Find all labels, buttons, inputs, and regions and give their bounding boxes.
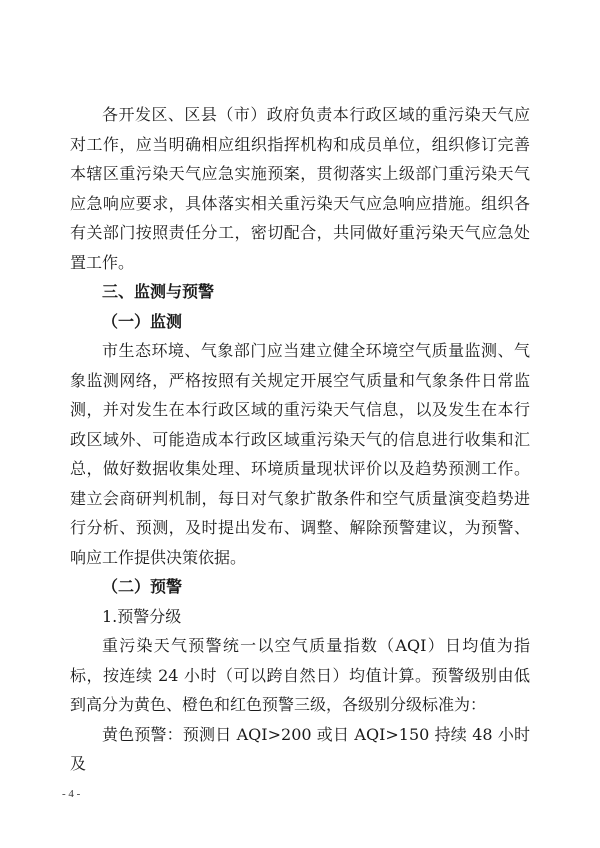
paragraph-monitoring: 市生态环境、气象部门应当建立健全环境空气质量监测、气象监测网络，严格按照有关规定开展空气质量和气象条件日常监测，并对发生在本行政区域的重污染天气信息，以及发生在本行政区域外、可能造成本行政区域重污染天气的信息进行收集和汇总，做好数据收集处理、环境质量现状评价以及趋势预测工作。建立会商研判机制，每日对气象扩散条件和空气质量演变趋势进行分析、预测，及时提出发布、调整、解除预警建议，为预警、响应工作提供决策依据。 bbox=[70, 341, 530, 567]
section-heading-monitoring-warning: 三、监测与预警 bbox=[102, 282, 215, 301]
paragraph-yellow-warning: 黄色预警：预测日 AQI>200 或日 AQI>150 持续 48 小时及 bbox=[70, 724, 530, 773]
document-body bbox=[70, 100, 530, 779]
paragraph-responsibility: 各开发区、区县（市）政府负责本行政区域的重污染天气应对工作，应当明确相应组织指挥机构和成员单位，组织修订完善本辖区重污染天气应急实施预案，贯彻落实上级部门重污染天气应急响应要求，具体落实相关重污染天气应急响应措施。组织各有关部门按照责任分工，密切配合，共同做好重污染天气应急处置工作。 bbox=[70, 105, 530, 272]
page-number: - 4 - bbox=[62, 788, 81, 800]
subsection-heading-warning: （二）预警 bbox=[102, 577, 183, 596]
item-heading-warning-levels: 1.预警分级 bbox=[102, 606, 182, 626]
subsection-heading-monitoring: （一）监测 bbox=[102, 311, 183, 331]
paragraph-warning-levels: 重污染天气预警统一以空气质量指数（AQI）日均值为指标，按连续 24 小时（可以跨自然日）均值计算。预警级别由低到高分为黄色、橙色和红色预警三级，各级别分级标准为： bbox=[70, 636, 530, 714]
